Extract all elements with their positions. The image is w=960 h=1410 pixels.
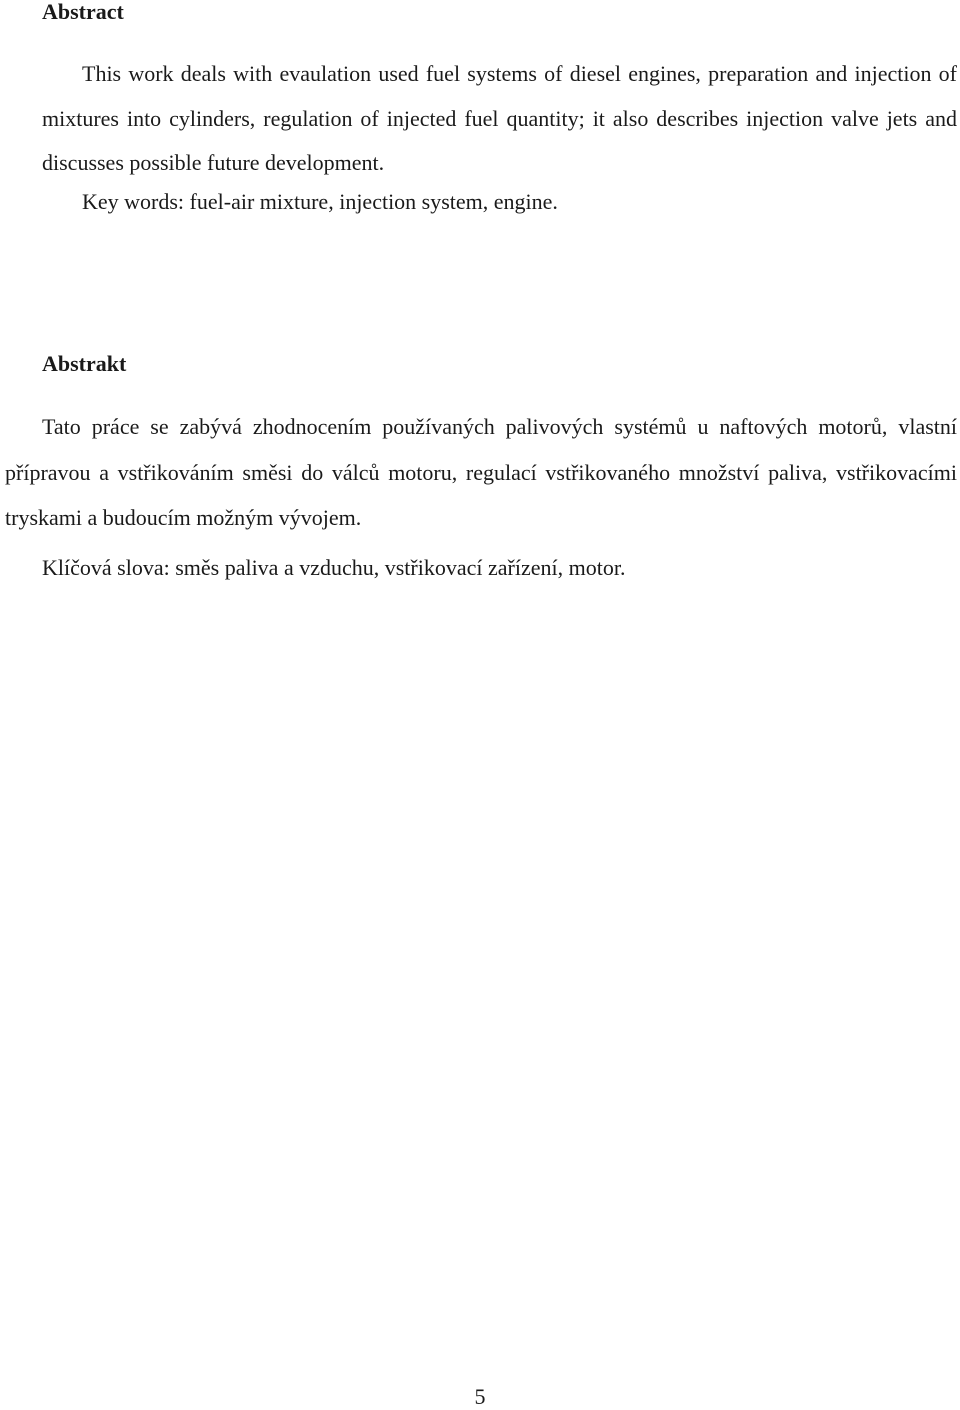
keywords-cz: Klíčová slova: směs paliva a vzduchu, vstřikovací zařízení, motor.	[42, 555, 626, 580]
keywords-en: Key words: fuel-air mixture, injection system, engine.	[82, 189, 558, 214]
page-number: 5	[474, 1384, 486, 1409]
abstract-body-cz: Tato práce se zabývá zhodnocením používaných palivových systémů u naftových motorů, vlastní přípravou a vstřikováním směsi do válců motoru, regulací vstřikovaného množství paliva, vstřikovacími tryskami a budoucím možným vývojem.	[5, 414, 957, 530]
abstract-body-en: This work deals with evaulation used fuel systems of diesel engines, preparation and injection of mixtures into cylinders, regulation of injected fuel quantity; it also describes injection valve jets and discusses possible future development.	[42, 61, 957, 175]
abstract-heading-cz: Abstrakt	[42, 351, 127, 376]
abstract-heading-en: Abstract	[42, 0, 124, 24]
